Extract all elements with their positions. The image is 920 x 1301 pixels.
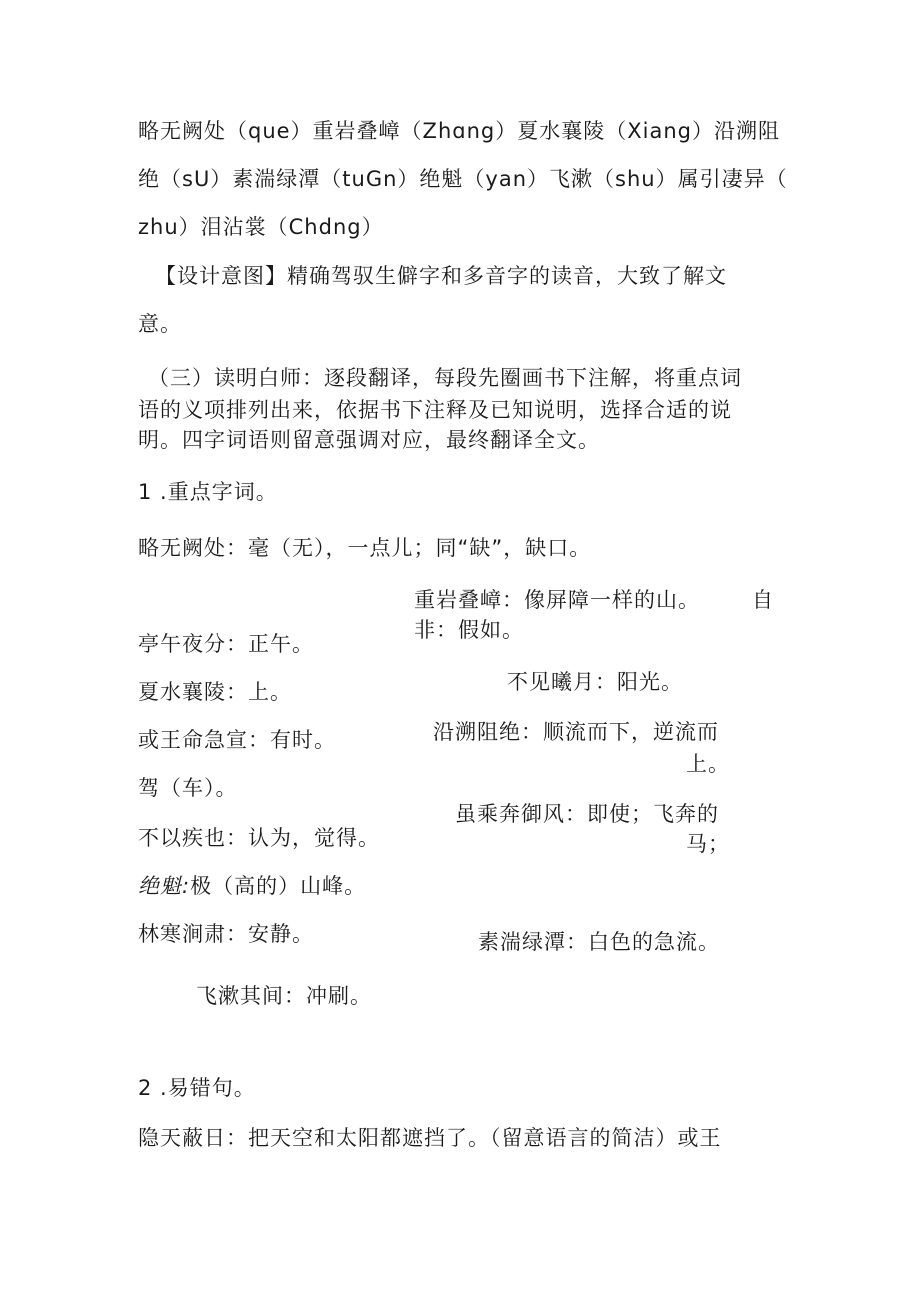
vocab-item: 飞漱其间：冲刷。	[196, 984, 372, 1008]
vocab-item: 或王命急宣：有时。	[138, 728, 336, 752]
vocab-definition: 极（高的）山峰。	[190, 874, 367, 898]
heading-error-prone-sentences: 2 .易错句。	[138, 1076, 256, 1100]
section3-line-3: 明。四字词语则留意强调对应，最终翻译全文。	[138, 428, 600, 452]
design-intent-line-2: 意。	[138, 312, 182, 336]
vocab-item: 不以疾也：认为，觉得。	[138, 826, 380, 850]
vocab-item: 马；	[686, 832, 730, 856]
vocab-item: 林寒涧肃：安静。	[138, 922, 314, 946]
vocab-item: 上。	[686, 752, 730, 776]
vocab-item: 重岩叠嶂：像屏障一样的山。	[414, 588, 700, 612]
vocab-item: 沿溯阻绝：顺流而下，逆流而	[433, 720, 719, 744]
vocab-item	[138, 872, 366, 900]
vocab-item: 夏水襄陵：上。	[138, 680, 292, 704]
vocab-item: 素湍绿潭：白色的急流。	[478, 930, 720, 954]
section3-line-2: 语的义项排列出来，依据书下注释及已知说明，选择合适的说	[138, 398, 732, 422]
pronunciation-line-3: zhu）泪沾裳（Chdng）	[138, 215, 384, 239]
vocab-item: 虽乘奔御风：即使；飞奔的	[455, 802, 719, 826]
pronunciation-line-2: 绝（sU）素湍绿潭（tuGn）绝魁（yan）飞漱（shu）属引凄异（	[138, 167, 788, 191]
vocab-item: 驾（车）。	[138, 776, 238, 800]
vocab-item: 自	[752, 588, 774, 612]
heading-key-words: 1 .重点字词。	[138, 480, 278, 504]
vocab-item: 亭午夜分：正午。	[138, 632, 314, 656]
design-intent-line-1: 【设计意图】精确驾驭生僻字和多音字的读音，大致了解文	[155, 264, 727, 288]
vocab-item: 非：假如。	[414, 618, 524, 642]
pronunciation-line-1: 略无阙处（que）重岩叠嶂（Zhɑng）夏水襄陵（Xiang）沿溯阻	[138, 119, 780, 143]
vocab-item: 略无阙处：毫（无），一点儿；同“缺”，缺口。	[138, 536, 592, 560]
section3-line-1: （三）读明白师：逐段翻译，每段先圈画书下注解，将重点词	[148, 366, 742, 390]
vocab-item: 不见曦月：阳光。	[507, 670, 683, 694]
error-prone-line: 隐天蔽日：把天空和太阳都遮挡了。（留意语言的简洁）或王	[138, 1126, 722, 1150]
vocab-term: 绝魁:	[138, 874, 191, 898]
